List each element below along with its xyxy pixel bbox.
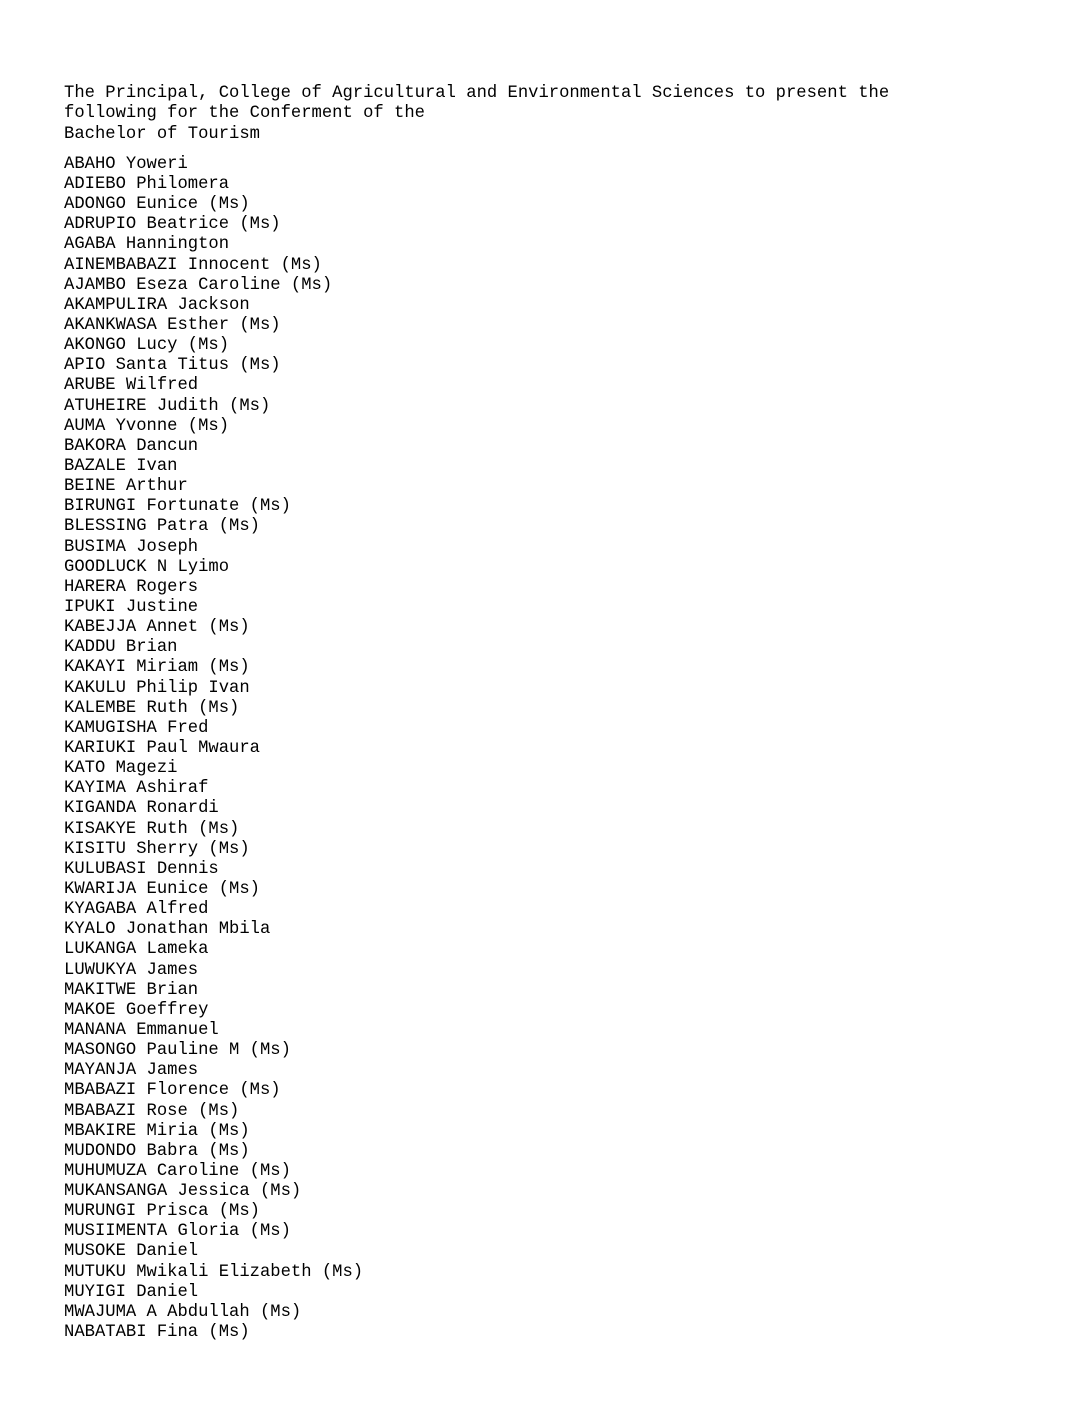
graduand-name: AKANKWASA Esther (Ms) <box>64 316 281 336</box>
graduand-name: KYALO Jonathan Mbila <box>64 920 271 940</box>
graduand-name: BUSIMA Joseph <box>64 537 199 557</box>
graduand-name: ATUHEIRE Judith (Ms) <box>64 396 271 416</box>
graduand-name: KARIUKI Paul Mwaura <box>64 738 260 758</box>
graduand-name: KATO Magezi <box>64 759 178 779</box>
graduand-list <box>64 155 1054 1343</box>
graduand-name: IPUKI Justine <box>64 597 199 617</box>
graduand-name: AGABA Hannington <box>64 235 230 255</box>
header-line-presenter: The Principal, College of Agricultural and Environmental Sciences to present the <box>64 84 890 103</box>
graduand-name: GOODLUCK N Lyimo <box>64 557 230 577</box>
graduand-name: KADDU Brian <box>64 638 178 658</box>
graduand-name: MUHUMUZA Caroline (Ms) <box>64 1161 291 1181</box>
graduand-name: LUKANGA Lameka <box>64 940 209 960</box>
graduand-name: ADIEBO Philomera <box>64 175 230 195</box>
header-line-conferment: following for the Conferment of the <box>64 104 425 124</box>
graduand-name: NABATABI Fina (Ms) <box>64 1323 250 1343</box>
graduand-name: MUKANSANGA Jessica (Ms) <box>64 1182 302 1202</box>
graduand-name: KALEMBE Ruth (Ms) <box>64 698 240 718</box>
header-line-degree: Bachelor of Tourism <box>64 124 260 144</box>
graduand-name: KULUBASI Dennis <box>64 859 219 879</box>
graduand-name: AKAMPULIRA Jackson <box>64 295 250 315</box>
graduand-name: MUYIGI Daniel <box>64 1282 199 1302</box>
graduand-name: MUTUKU Mwikali Elizabeth (Ms) <box>64 1262 364 1282</box>
graduand-name: KWARIJA Eunice (Ms) <box>64 879 260 899</box>
graduand-name: MBAKIRE Miria (Ms) <box>64 1121 250 1141</box>
graduand-name: MUDONDO Babra (Ms) <box>64 1141 250 1161</box>
graduand-name: MUSOKE Daniel <box>64 1242 199 1262</box>
graduand-name: APIO Santa Titus (Ms) <box>64 356 281 376</box>
graduand-name: BAKORA Dancun <box>64 436 199 456</box>
graduand-name: ADONGO Eunice (Ms) <box>64 195 250 215</box>
graduand-name: KIGANDA Ronardi <box>64 799 219 819</box>
graduand-name: HARERA Rogers <box>64 577 199 597</box>
graduand-name: MBABAZI Rose (Ms) <box>64 1101 240 1121</box>
graduand-name: ABAHO Yoweri <box>64 154 188 174</box>
graduand-name: MAKOE Goeffrey <box>64 1000 209 1020</box>
graduand-name: AJAMBO Eseza Caroline (Ms) <box>64 275 333 295</box>
graduand-name: KAMUGISHA Fred <box>64 718 209 738</box>
graduand-name: KISITU Sherry (Ms) <box>64 839 250 859</box>
graduand-name: ARUBE Wilfred <box>64 376 199 396</box>
graduand-name: MURUNGI Prisca (Ms) <box>64 1202 260 1222</box>
graduand-name: AUMA Yvonne (Ms) <box>64 416 230 436</box>
graduand-name: KAKULU Philip Ivan <box>64 678 250 698</box>
graduand-name: ADRUPIO Beatrice (Ms) <box>64 215 281 235</box>
graduand-name: BAZALE Ivan <box>64 457 178 476</box>
graduand-name: KAYIMA Ashiraf <box>64 779 209 799</box>
graduand-name: MBABAZI Florence (Ms) <box>64 1081 281 1101</box>
graduand-name: AKONGO Lucy (Ms) <box>64 336 230 356</box>
document-content <box>64 84 1054 1343</box>
graduand-name: KAKAYI Miriam (Ms) <box>64 658 250 678</box>
graduand-name: MWAJUMA A Abdullah (Ms) <box>64 1302 302 1322</box>
graduand-name: KABEJJA Annet (Ms) <box>64 618 250 638</box>
graduand-name: BLESSING Patra (Ms) <box>64 517 260 537</box>
graduand-name: AINEMBABAZI Innocent (Ms) <box>64 255 322 275</box>
graduand-name: MUSIIMENTA Gloria (Ms) <box>64 1222 291 1242</box>
graduand-name: KISAKYE Ruth (Ms) <box>64 819 240 839</box>
graduand-name: LUWUKYA James <box>64 960 199 980</box>
graduand-name: MAYANJA James <box>64 1061 199 1081</box>
conferment-header <box>64 84 1054 145</box>
graduand-name: MANANA Emmanuel <box>64 1020 219 1040</box>
graduand-name: MAKITWE Brian <box>64 980 199 1000</box>
graduand-name: BIRUNGI Fortunate (Ms) <box>64 497 291 517</box>
graduand-name: MASONGO Pauline M (Ms) <box>64 1041 291 1061</box>
graduand-name: KYAGABA Alfred <box>64 900 209 920</box>
graduand-name: BEINE Arthur <box>64 477 188 497</box>
